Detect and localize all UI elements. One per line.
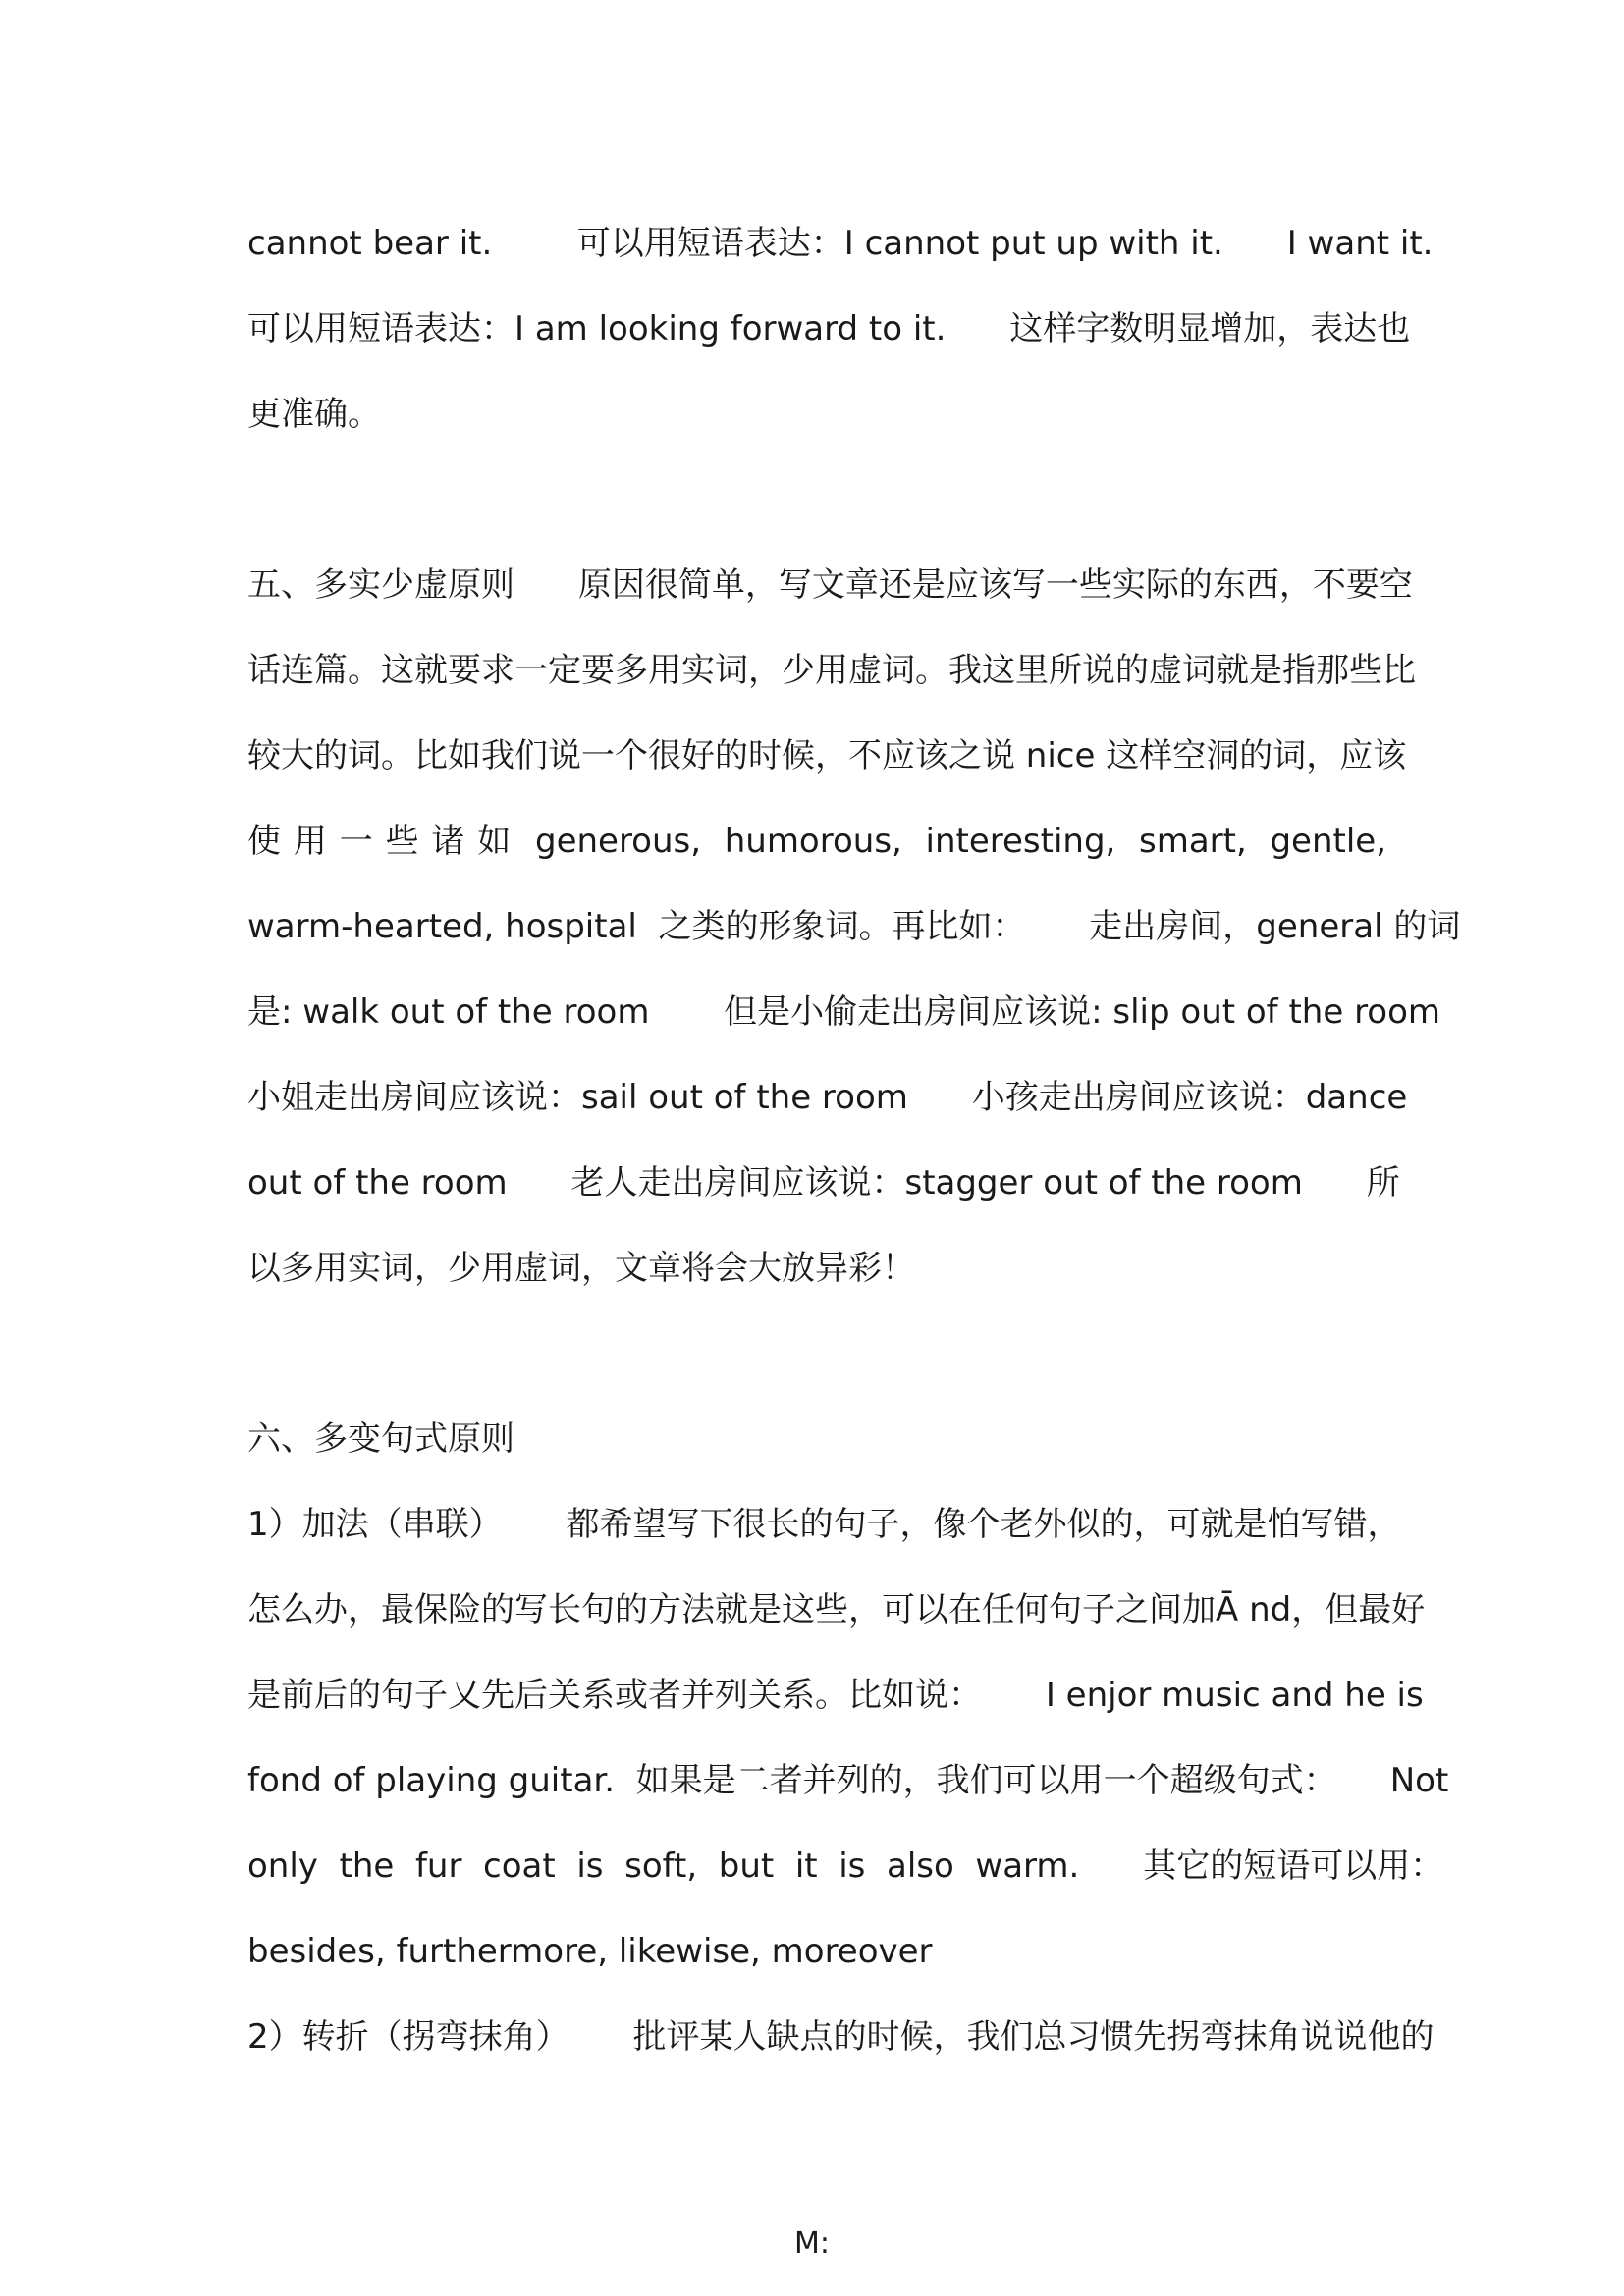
text-line: 更准确。 <box>247 395 381 434</box>
text-line: 怎么办，最保险的写长句的方法就是这些，可以在任何句子之间加Ā nd，但最好 <box>247 1590 1426 1629</box>
text-line: 五、多实少虚原则 原因很简单，写文章还是应该写一些实际的东西，不要空 <box>247 565 1413 605</box>
paragraph-gap <box>247 1311 1386 1397</box>
text-line: 2）转折（拐弯抹角） 批评某人缺点的时候，我们总习惯先拐弯抹角说说他的 <box>247 2017 1435 2056</box>
text-line: 较大的词。比如我们说一个很好的时候，不应该之说 nice 这样空洞的词，应该 <box>247 736 1407 775</box>
text-line: 1）加法（串联） 都希望写下很长的句子，像个老外似的，可就是怕写错， <box>247 1505 1401 1544</box>
text-line: 是前后的句子又先后关系或者并列关系。比如说： I enjor music and he is <box>247 1676 1424 1715</box>
text-line: only the fur coat is soft, but it is also warm. 其它的短语可以用： <box>247 1846 1444 1886</box>
text-line: besides, furthermore, likewise, moreover <box>247 1932 933 1971</box>
text-line: 使 用 一 些 诸 如 generous, humorous, interesting, smart, gentle, <box>247 822 1386 861</box>
text-line: 小姐走出房间应该说：sail out of the room 小孩走出房间应该说：dance <box>247 1078 1408 1117</box>
document-page <box>247 201 1461 2080</box>
text-line: 以多用实词，少用虚词，文章将会大放异彩！ <box>247 1249 915 1288</box>
text-line: out of the room 老人走出房间应该说：stagger out of the room 所 <box>247 1163 1400 1202</box>
text-line: 可以用短语表达：I am looking forward to it. 这样字数明显增加，表达也 <box>247 309 1411 348</box>
text-line: fond of playing guitar. 如果是二者并列的，我们可以用一个超级句式： Not <box>247 1761 1449 1800</box>
page-footer: M: <box>794 2226 830 2261</box>
text-line: 是: walk out of the room 但是小偷走出房间应该说: slip out of the room <box>247 992 1441 1032</box>
paragraph-gap <box>247 457 1386 543</box>
text-line: cannot bear it. 可以用短语表达：I cannot put up with it. I want it. <box>247 224 1434 263</box>
section-heading: 六、多变句式原则 <box>247 1419 514 1459</box>
text-line: 话连篇。这就要求一定要多用实词，少用虚词。我这里所说的虚词就是指那些比 <box>247 651 1416 690</box>
text-line: warm-hearted, hospital 之类的形象词。再比如： 走出房间，general 的词 <box>247 907 1461 946</box>
